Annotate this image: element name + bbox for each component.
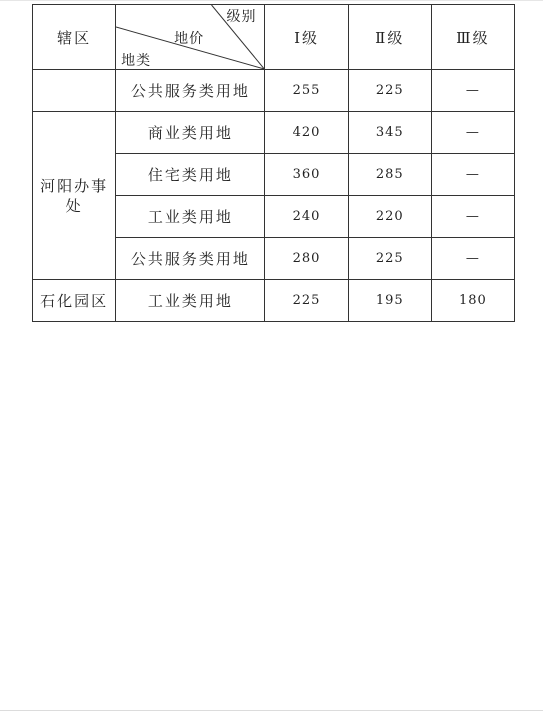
grade-2-price-cell: 195 — [348, 280, 431, 322]
grade-3-price-cell: 180 — [431, 280, 514, 322]
land-price-table — [32, 4, 515, 322]
grade-3-price-cell: — — [431, 70, 514, 112]
land-type-cell: 公共服务类用地 — [116, 238, 265, 280]
grade-1-price-cell: 240 — [265, 196, 348, 238]
header-grade-label: 级别 — [226, 9, 257, 25]
land-type-cell: 住宅类用地 — [116, 154, 265, 196]
grade-2-price-cell: 225 — [348, 70, 431, 112]
page-bottom-rule — [0, 710, 543, 711]
grade-1-price-cell: 225 — [265, 280, 348, 322]
land-type-cell: 公共服务类用地 — [116, 70, 265, 112]
header-land-type-label: 地类 — [121, 53, 152, 69]
table-header-row — [33, 5, 515, 70]
table-row — [33, 70, 515, 112]
grade-3-price-cell: — — [431, 154, 514, 196]
district-cell: 河阳办事处 — [33, 112, 116, 280]
header-price-label: 地价 — [174, 31, 205, 47]
header-district: 辖区 — [33, 5, 116, 70]
grade-3-price-cell: — — [431, 112, 514, 154]
grade-1-price-cell: 255 — [265, 70, 348, 112]
grade-2-price-cell: 345 — [348, 112, 431, 154]
grade-1-price-cell: 280 — [265, 238, 348, 280]
grade-3-price-cell: — — [431, 196, 514, 238]
table-row — [33, 280, 515, 322]
grade-1-price-cell: 360 — [265, 154, 348, 196]
land-type-cell: 工业类用地 — [116, 280, 265, 322]
header-grade-1: Ⅰ级 — [265, 5, 348, 70]
land-type-cell: 工业类用地 — [116, 196, 265, 238]
page-top-rule — [0, 0, 543, 1]
grade-1-price-cell: 420 — [265, 112, 348, 154]
header-grade-2: Ⅱ级 — [348, 5, 431, 70]
land-type-cell: 商业类用地 — [116, 112, 265, 154]
grade-2-price-cell: 225 — [348, 238, 431, 280]
district-cell: 石化园区 — [33, 280, 116, 322]
grade-2-price-cell: 285 — [348, 154, 431, 196]
table-row — [33, 112, 515, 154]
grade-3-price-cell: — — [431, 238, 514, 280]
district-cell — [33, 70, 116, 112]
header-grade-3: Ⅲ级 — [431, 5, 514, 70]
grade-2-price-cell: 220 — [348, 196, 431, 238]
header-diagonal-cell — [116, 5, 265, 70]
